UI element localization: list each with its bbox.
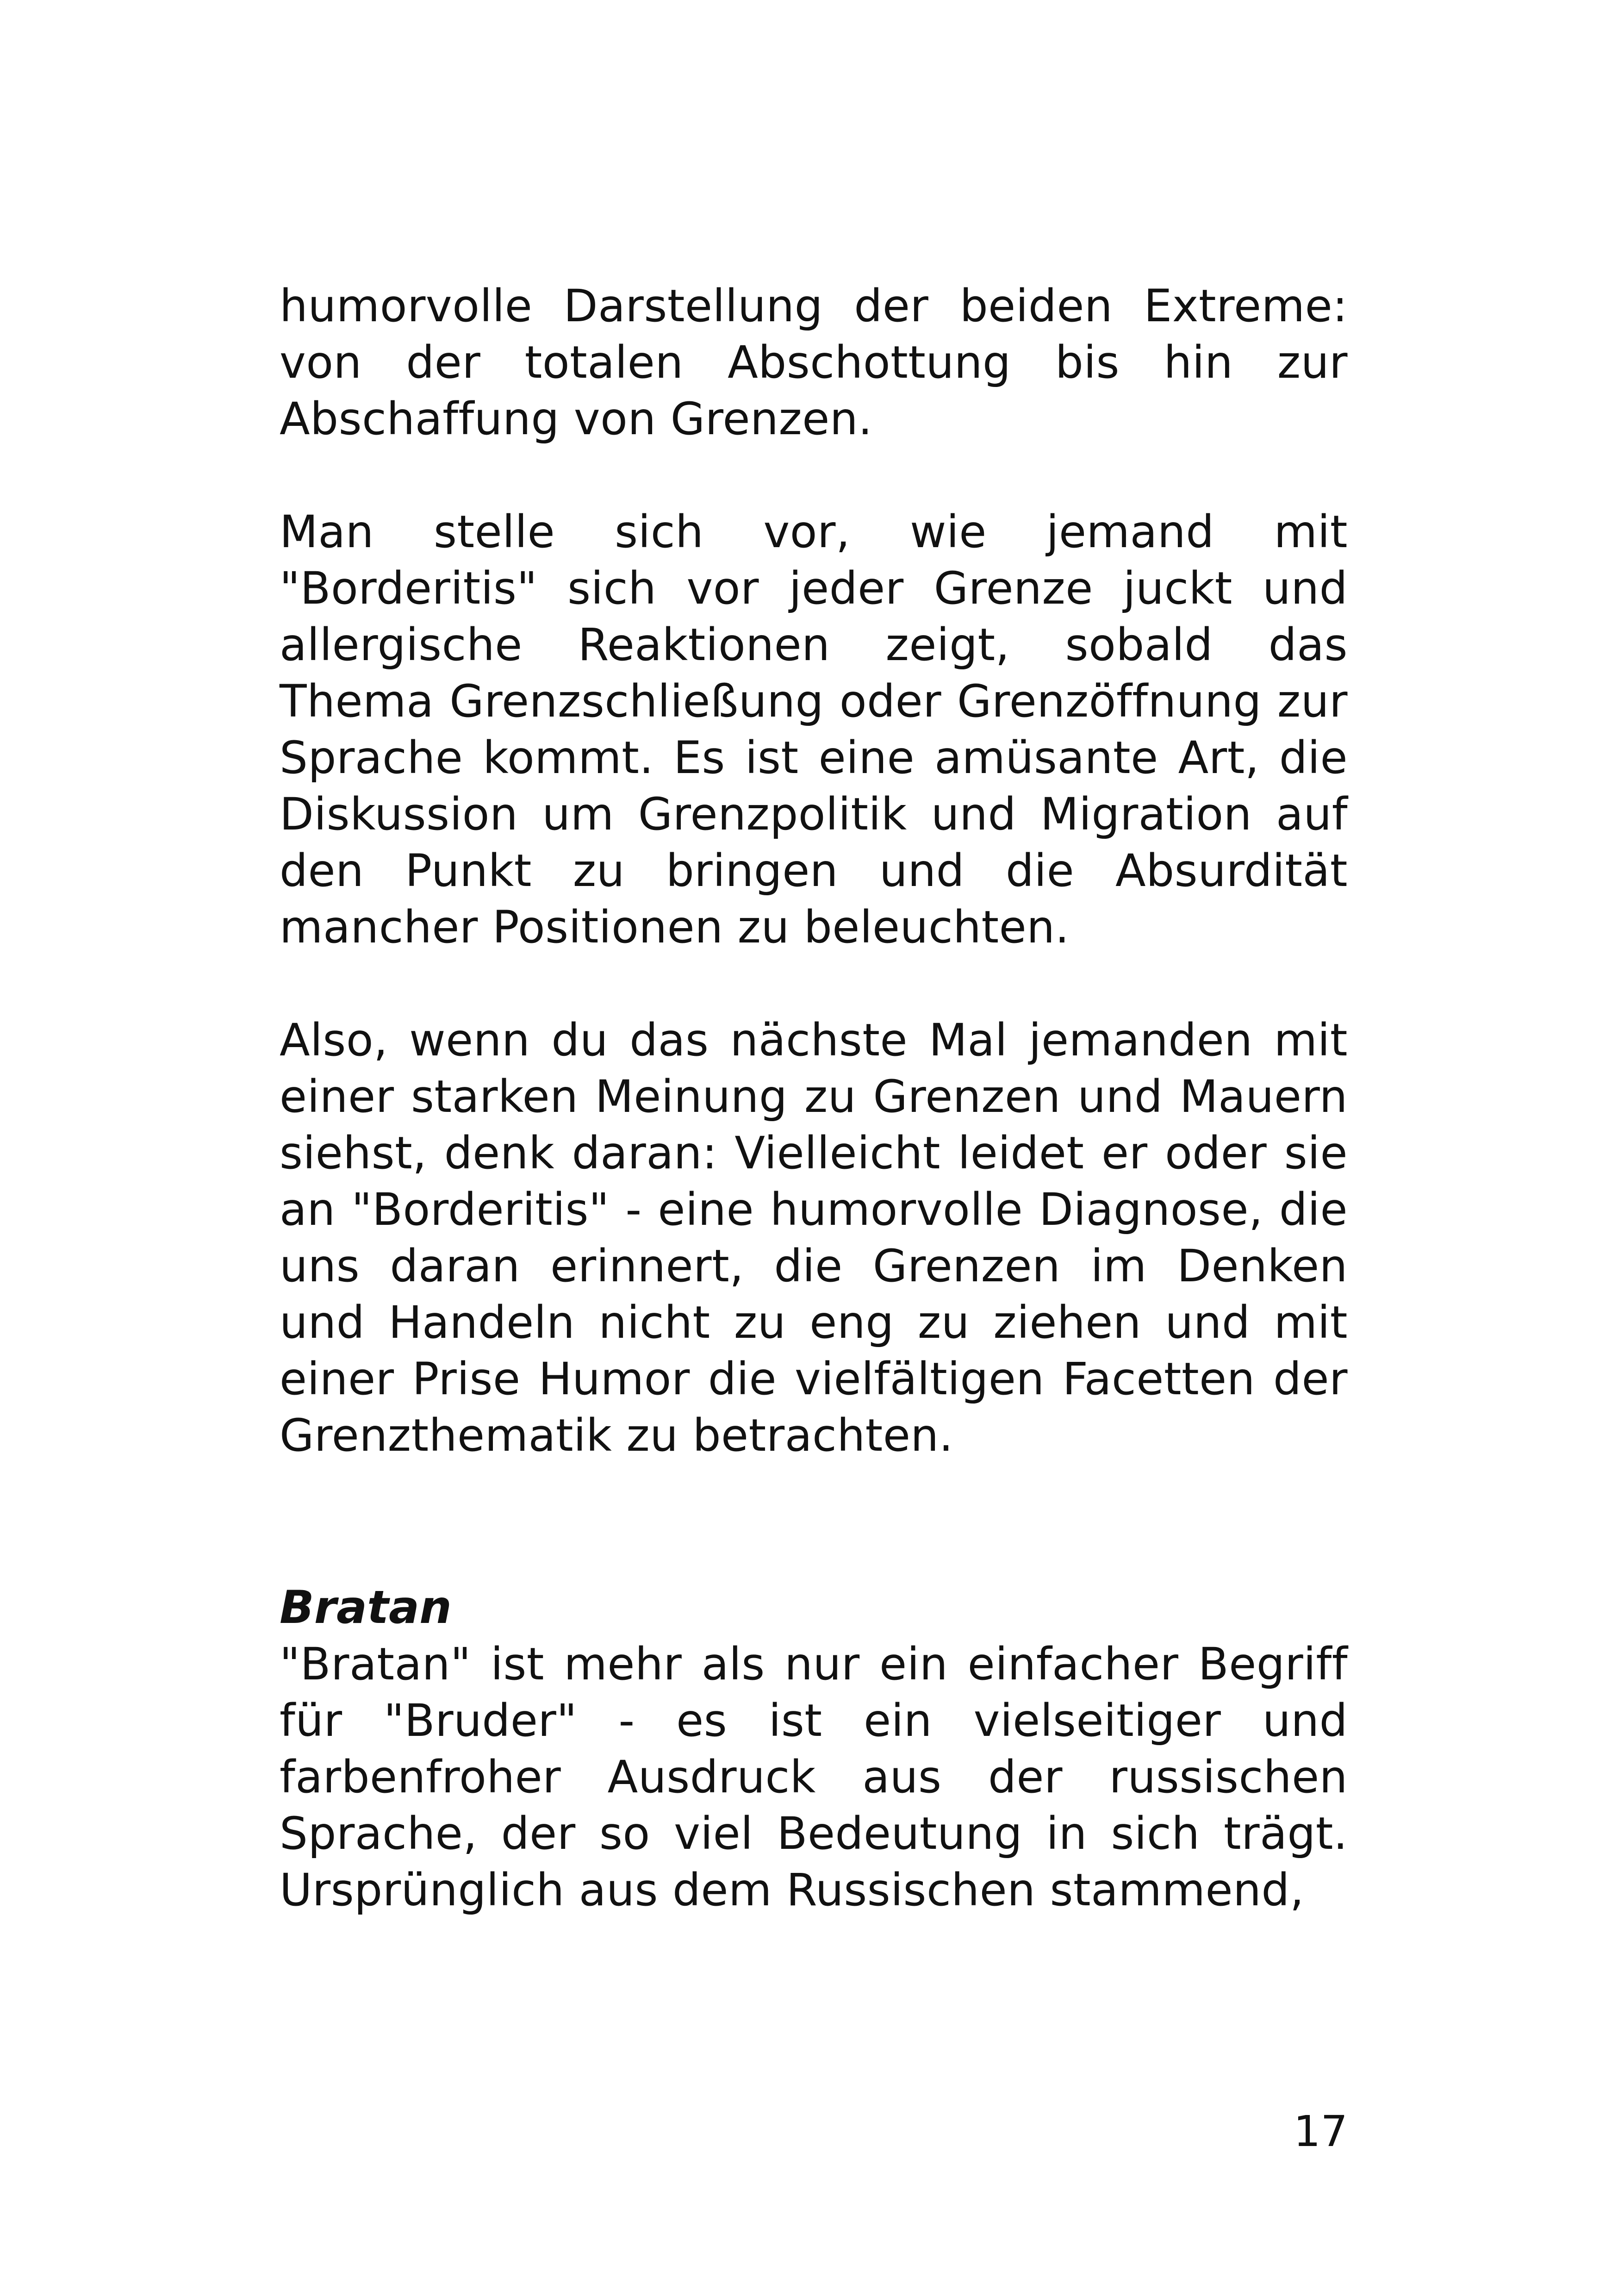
paragraph-conclusion: Also, wenn du das nächste Mal jemanden mit einer starken Meinung zu Grenzen und Mauern siehst, denk daran: Vielleicht leidet er oder sie an "Borderitis" - eine humorvolle Diagnose, die uns daran erinnert, die Grenzen im Denken und Handeln nicht zu eng zu ziehen und mit einer Prise Humor die vielfältigen Facetten der Grenzthematik zu betrachten. [280,1014,1348,1461]
section-heading: Bratan [280,1581,452,1634]
paragraph-intro: humorvolle Darstellung der beiden Extreme: von der totalen Abschottung bis hin zur Abschaffung von Grenzen. [280,280,1348,445]
paragraph-borderitis: Man stelle sich vor, wie jemand mit "Borderitis" sich vor jeder Grenze juckt und allergische Reaktionen zeigt, sobald das Thema Grenzschließung oder Grenzöffnung zur Sprache kommt. Es ist eine amüsante Art, die Diskussion um Grenzpolitik und Migration auf den Punkt zu bringen und die Absurdität mancher Positionen zu beleuchten. [280,506,1348,953]
body-text [280,278,1348,1918]
paragraph-bratan: "Bratan" ist mehr als nur ein einfacher Begriff für "Bruder" - es ist ein vielseitiger und farbenfroher Ausdruck aus der russischen Sprache, der so viel Bedeutung in sich trägt. Ursprünglich aus dem Russischen stammend, [280,1638,1348,1916]
page-number: 17 [1293,2107,1348,2156]
